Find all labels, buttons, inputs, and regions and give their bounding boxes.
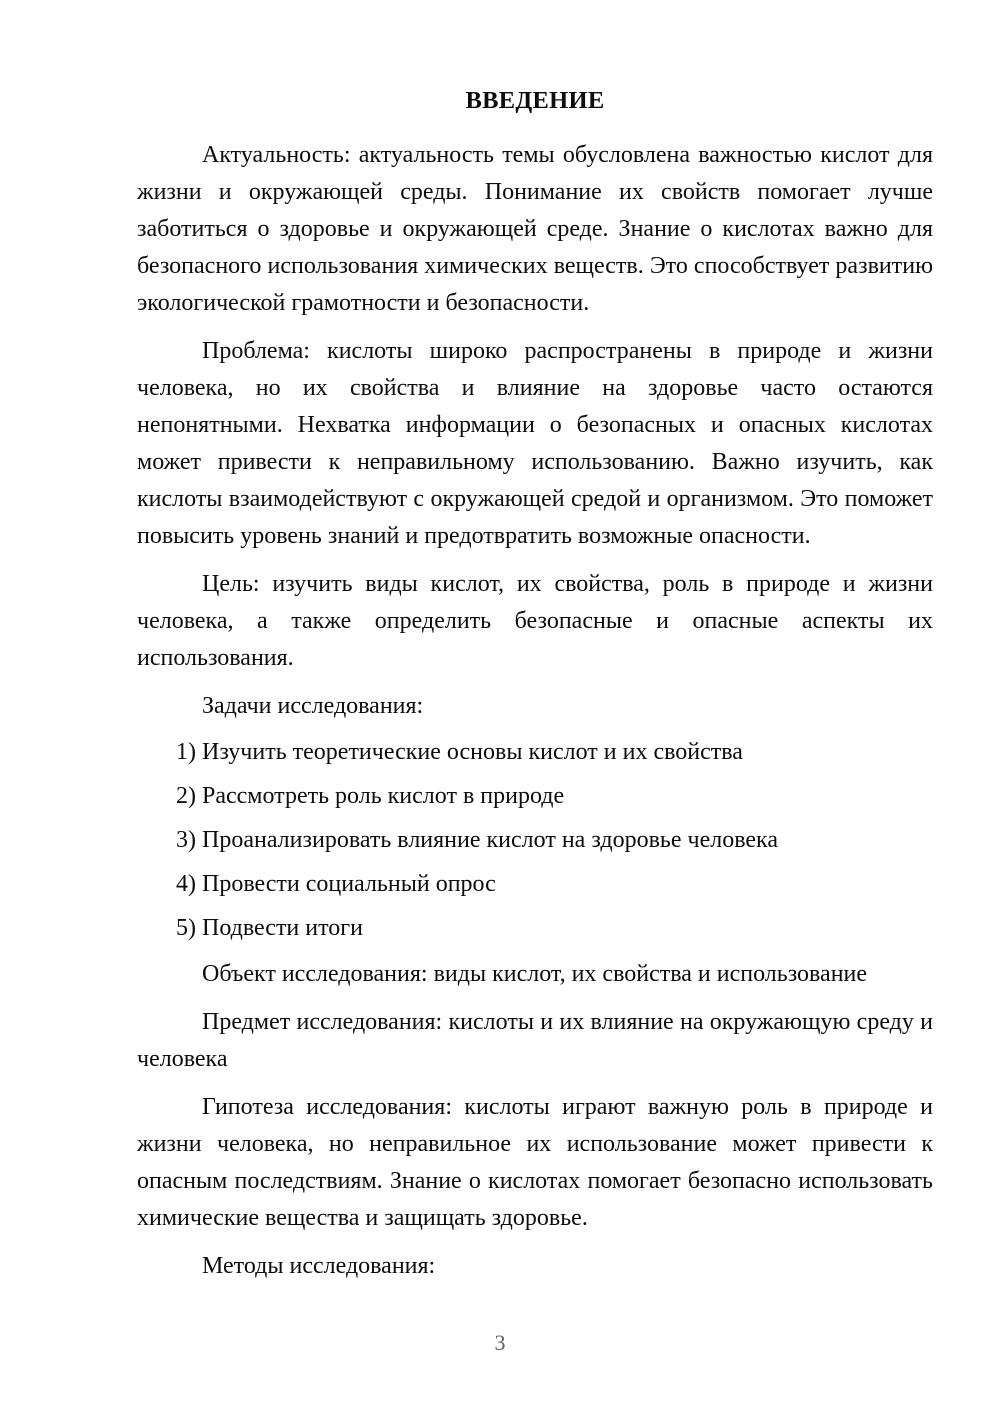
paragraph-object: Объект исследования: виды кислот, их свойства и использование: [202, 961, 868, 988]
list-item: 2) Рассмотреть роль кислот в природе: [176, 783, 565, 810]
paragraph-subject: Предмет исследования: кислоты и их влияние на окружающую среду и человека: [137, 1009, 933, 1073]
paragraph-problem: Проблема: кислоты широко распространены в природе и жизни человека, но их свойства и влияние на здоровье часто остаются непонятными. Нехватка информации о безопасных и опасных кислотах может привести к неправильному использованию. Важно изучить, как кислоты взаимодействуют с окружающей средой и организмом. Это поможет повысить уровень знаний и предотвратить возможные опасности.: [137, 338, 933, 550]
page-title: ВВЕДЕНИЕ: [465, 87, 605, 114]
paragraph-hypothesis: Гипотеза исследования: кислоты играют важную роль в природе и жизни человека, но неправильное их использование может привести к опасным последствиям. Знание о кислотах помогает безопасно использовать химические вещества и защищать здоровье.: [137, 1094, 933, 1232]
list-item: 4) Провести социальный опрос: [176, 871, 496, 898]
list-item: 3) Проанализировать влияние кислот на здоровье человека: [176, 827, 779, 854]
tasks-list: [137, 734, 933, 947]
paragraph-relevance: Актуальность: актуальность темы обусловлена важностью кислот для жизни и окружающей среды. Понимание их свойств помогает лучше заботиться о здоровье и окружающей среде. Знание о кислотах важно для безопасного использования химических веществ. Это способствует развитию экологической грамотности и безопасности.: [137, 142, 933, 317]
page-content: [137, 86, 933, 1296]
tasks-heading: Задачи исследования:: [202, 693, 424, 720]
list-item: 1) Изучить теоретические основы кислот и их свойства: [176, 739, 743, 766]
paragraph-goal: Цель: изучить виды кислот, их свойства, роль в природе и жизни человека, а также определить безопасные и опасные аспекты их использования.: [137, 571, 933, 672]
list-item: 5) Подвести итоги: [176, 915, 363, 942]
methods-heading: Методы исследования:: [202, 1253, 436, 1280]
page-number: 3: [494, 1330, 506, 1355]
